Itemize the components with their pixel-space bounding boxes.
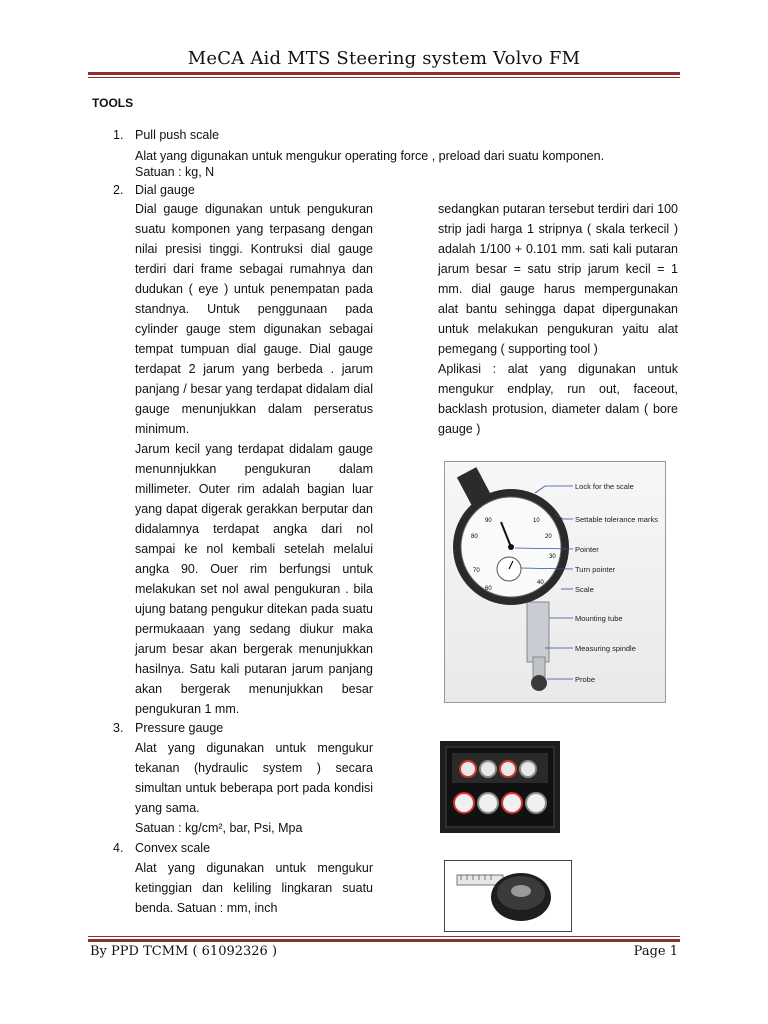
dial-number-10: 10	[533, 518, 540, 524]
item-4-title: Convex scale	[135, 841, 211, 855]
dial-label-mounting-tube: Mounting tube	[575, 614, 623, 623]
item-3-number: 3.	[113, 721, 124, 735]
item-2-number: 2.	[113, 183, 124, 197]
page-number: Page 1	[633, 944, 678, 959]
dial-number-80: 80	[471, 534, 478, 540]
dial-gauge-illustration	[445, 462, 665, 702]
dial-label-pointer: Pointer	[575, 545, 599, 554]
convex-scale-illustration	[445, 861, 571, 931]
item-4-body	[135, 858, 373, 918]
item-2-left-column	[135, 199, 373, 719]
dial-label-scale: Scale	[575, 585, 594, 594]
item-1-unit: Satuan : kg, N	[135, 165, 215, 179]
dial-label-tolerance: Settable tolerance marks	[575, 515, 658, 524]
footer-author: By PPD TCMM ( 61092326 )	[90, 944, 278, 959]
pressure-gauge-photo	[440, 741, 560, 833]
convex-scale-photo	[444, 860, 572, 932]
dial-number-30: 30	[549, 554, 556, 560]
dial-gauge-figure	[444, 461, 666, 703]
dial-label-lock: Lock for the scale	[575, 482, 634, 491]
item-3-paragraph-2: Satuan : kg/cm², bar, Psi, Mpa	[135, 821, 303, 835]
item-4-number: 4.	[113, 841, 124, 855]
pressure-gauge-illustration	[440, 741, 560, 833]
item-3-title: Pressure gauge	[135, 721, 224, 735]
item-3-body	[135, 738, 373, 838]
dial-label-measuring-spindle: Measuring spindle	[575, 644, 636, 653]
footer-rule-thick	[88, 939, 680, 942]
dial-number-70: 70	[473, 568, 480, 574]
item-2-paragraph-2: Jarum kecil yang terdapat didalam gauge menunnjukkan pengukuran dalam millimeter. Outer rim adalah bagian luar yang dapat digerak gerakkan berputar dan didalamnya terdapat angka dari nol sampai ke nol kembali setelah melalui angka 90. Ouer rim berfungsi untuk melakukan set nol awal pengukuran . bila ujung batang pengukur ditekan pada suatu permukaaan yang sedang diukur maka jarum besar akan bergerak menunjukkan hasilnya. Satu kali putaran jarum panjang akan bergerak menunjukkan besar pengukuran 1 mm.	[135, 442, 373, 716]
item-2-right-column	[438, 199, 678, 439]
item-2-title: Dial gauge	[135, 183, 195, 197]
item-1-title: Pull push scale	[135, 128, 220, 142]
page-header: MeCA Aid MTS Steering system Volvo FM	[187, 48, 581, 69]
item-1-number: 1.	[113, 128, 124, 142]
item-1-desc: Alat yang digunakan untuk mengukur operating force , preload dari suatu komponen.	[135, 149, 605, 163]
header-rule-thin	[88, 77, 680, 78]
dial-number-90: 90	[485, 518, 492, 524]
footer-rule-thin	[88, 936, 680, 937]
dial-number-20: 20	[545, 534, 552, 540]
dial-label-probe: Probe	[575, 675, 596, 684]
dial-number-40: 40	[537, 580, 544, 586]
item-2-paragraph-3: sedangkan putaran tersebut terdiri dari 100 strip jadi harga 1 stripnya ( skala terkecil ) adalah 1/100 + 0.101 mm. sati kali putaran jarum besar = satu strip jarum kecil = 1 mm. dial gauge harus mempergunakan alat bantu sehingga dapat dipergunakan untuk melakukan pengukuran yaitu alat pemegang ( supporting tool )	[438, 202, 678, 356]
item-2-paragraph-1: Dial gauge digunakan untuk pengukuran suatu komponen yang terpasang dengan nilai presisi tinggi. Kontruksi dial gauge terdiri dari frame sebagai rumahnya dan dudukan ( eye ) untuk penempatan pada standnya. Untuk penggunaan pada cylinder gauge stem digunakan sebagai tempat tumpuan dial gauge. Dial gauge terdapat 2 jarum yang berbeda . jarum panjang / besar yang terdapat didalam dial gauge menunjukkan dalam perseratus minimum.	[135, 202, 373, 436]
item-2-paragraph-4: Aplikasi : alat yang digunakan untuk mengukur endplay, run out, faceout, backlash protusion, diameter dalam ( bore gauge )	[438, 362, 678, 436]
item-3-paragraph-1: Alat yang digunakan untuk mengukur tekanan (hydraulic system ) secara simultan untuk beberapa port pada kondisi yang sama.	[135, 741, 373, 815]
section-title: TOOLS	[92, 96, 134, 110]
header-rule-thick	[88, 72, 680, 75]
item-4-paragraph-1: Alat yang digunakan untuk mengukur ketinggian dan keliling lingkaran suatu benda. Satuan : mm, inch	[135, 861, 373, 915]
dial-label-turn-pointer: Turn pointer	[575, 565, 616, 574]
dial-number-60: 60	[485, 586, 492, 592]
